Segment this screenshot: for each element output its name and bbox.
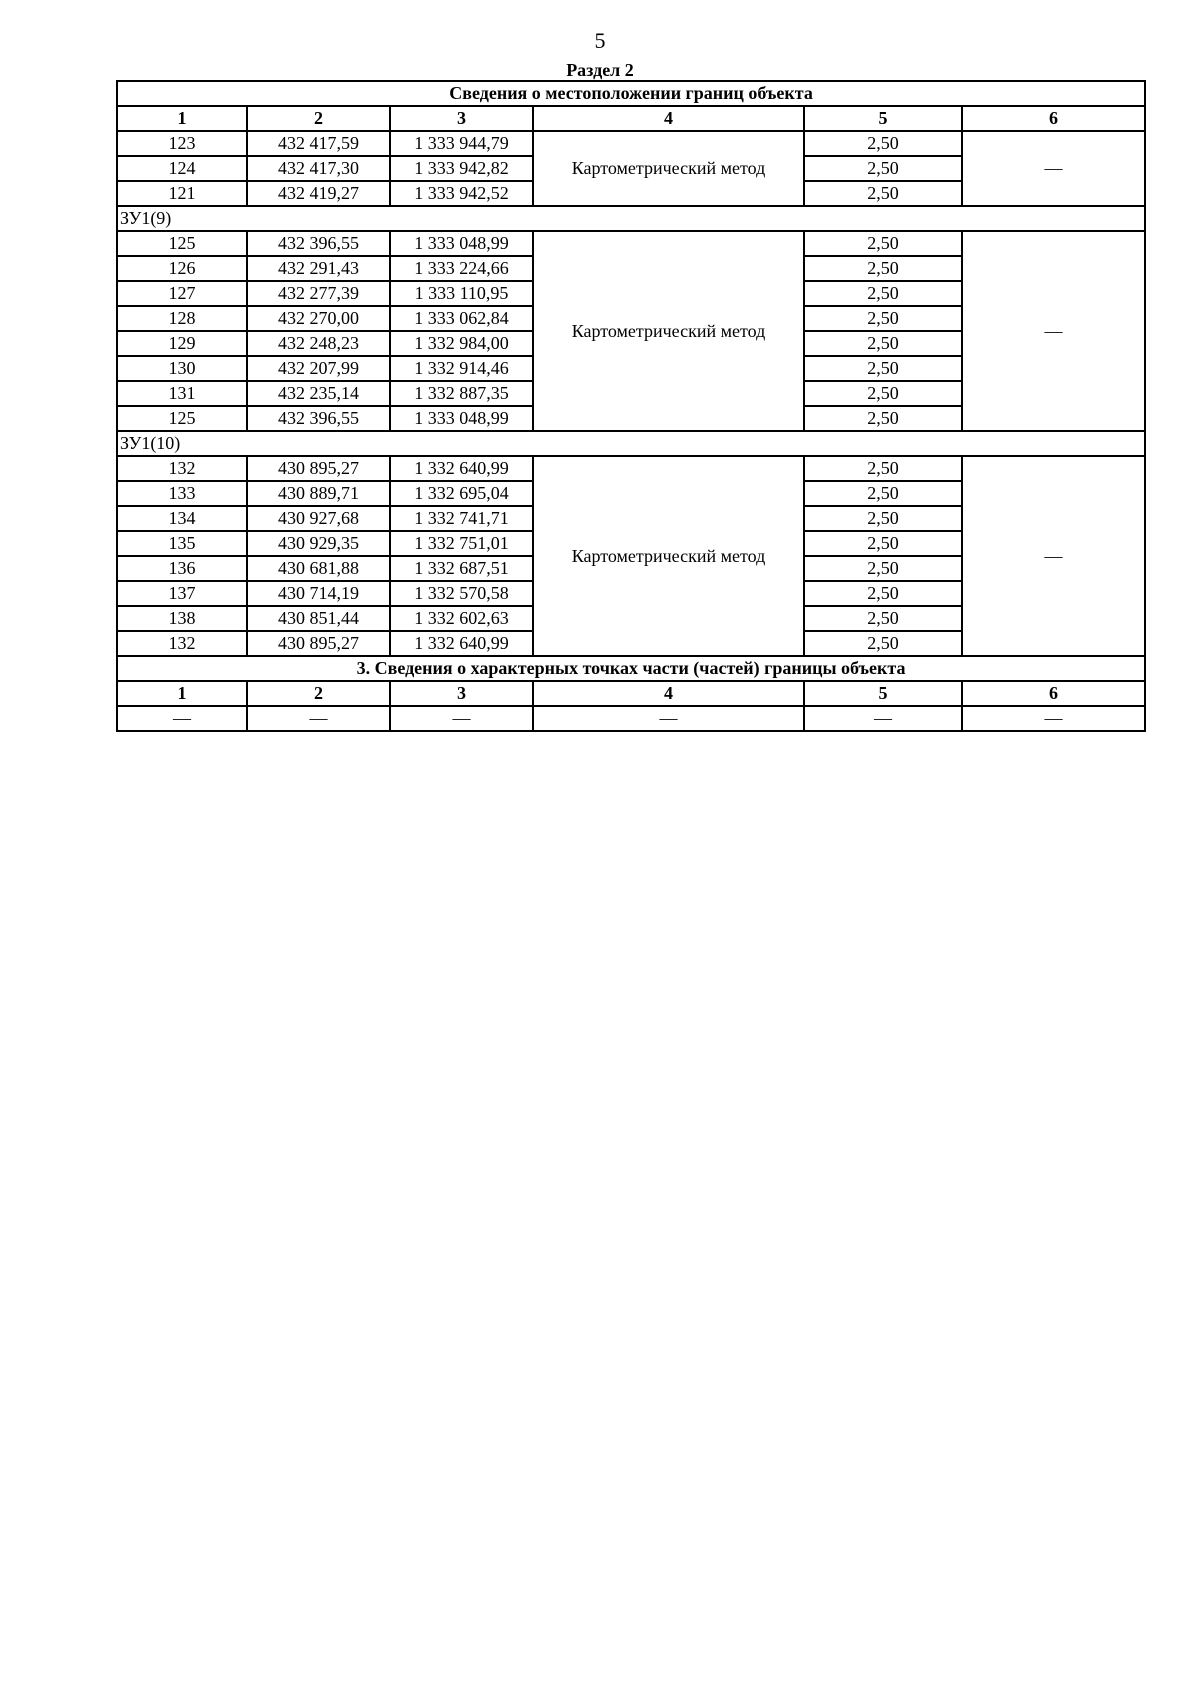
accuracy: 2,50 (804, 306, 962, 331)
accuracy: 2,50 (804, 256, 962, 281)
description-dash: — (962, 456, 1145, 656)
coord-x: 432 396,55 (247, 231, 390, 256)
accuracy: 2,50 (804, 631, 962, 656)
accuracy: 2,50 (804, 381, 962, 406)
accuracy: 2,50 (804, 406, 962, 431)
coord-y: 1 332 984,00 (390, 331, 533, 356)
point-number: 126 (117, 256, 247, 281)
coord-x: 430 681,88 (247, 556, 390, 581)
accuracy: 2,50 (804, 331, 962, 356)
coord-y: 1 332 914,46 (390, 356, 533, 381)
coord-y: 1 332 751,01 (390, 531, 533, 556)
accuracy: 2,50 (804, 481, 962, 506)
coord-x: 430 895,27 (247, 456, 390, 481)
table-row (117, 131, 1145, 156)
coord-x: 430 895,27 (247, 631, 390, 656)
group-label-row (117, 431, 1145, 456)
table-row (117, 456, 1145, 481)
coord-y: 1 332 687,51 (390, 556, 533, 581)
coord-x: 432 417,30 (247, 156, 390, 181)
group-label: ЗУ1(9) (117, 206, 1145, 231)
group-label-row (117, 206, 1145, 231)
coord-x: 432 277,39 (247, 281, 390, 306)
coord-y: 1 332 741,71 (390, 506, 533, 531)
point-number: 125 (117, 231, 247, 256)
column-header: 1 (117, 106, 247, 131)
coord-y: 1 333 048,99 (390, 231, 533, 256)
column-header: 5 (804, 106, 962, 131)
point-number: 134 (117, 506, 247, 531)
description-dash: — (962, 131, 1145, 206)
method-cell: Картометрический метод (533, 131, 804, 206)
accuracy: 2,50 (804, 581, 962, 606)
column-header: 3 (390, 681, 533, 706)
point-number: 132 (117, 456, 247, 481)
point-number: 128 (117, 306, 247, 331)
column-header: 5 (804, 681, 962, 706)
dash-cell: — (117, 706, 247, 731)
coord-y: 1 333 224,66 (390, 256, 533, 281)
description-dash: — (962, 231, 1145, 431)
accuracy: 2,50 (804, 506, 962, 531)
coord-y: 1 332 640,99 (390, 456, 533, 481)
accuracy: 2,50 (804, 356, 962, 381)
section-title: Раздел 2 (566, 60, 634, 80)
accuracy: 2,50 (804, 556, 962, 581)
coord-x: 432 396,55 (247, 406, 390, 431)
coord-y: 1 332 695,04 (390, 481, 533, 506)
point-number: 131 (117, 381, 247, 406)
coord-y: 1 332 640,99 (390, 631, 533, 656)
coord-x: 430 714,19 (247, 581, 390, 606)
boundary-table (116, 80, 1146, 732)
accuracy: 2,50 (804, 181, 962, 206)
coord-x: 430 889,71 (247, 481, 390, 506)
subsection3-header-row (117, 681, 1145, 706)
point-number: 129 (117, 331, 247, 356)
column-header: 4 (533, 681, 804, 706)
coord-x: 432 270,00 (247, 306, 390, 331)
accuracy: 2,50 (804, 281, 962, 306)
point-number: 130 (117, 356, 247, 381)
subsection3-title: 3. Сведения о характерных точках части (частей) границы объекта (117, 656, 1145, 681)
coord-x: 430 927,68 (247, 506, 390, 531)
dash-cell: — (804, 706, 962, 731)
accuracy: 2,50 (804, 531, 962, 556)
dash-cell: — (390, 706, 533, 731)
table-title: Сведения о местоположении границ объекта (117, 81, 1145, 106)
coord-y: 1 332 887,35 (390, 381, 533, 406)
coord-y: 1 333 048,99 (390, 406, 533, 431)
method-cell: Картометрический метод (533, 456, 804, 656)
point-number: 135 (117, 531, 247, 556)
group-label: ЗУ1(10) (117, 431, 1145, 456)
point-number: 125 (117, 406, 247, 431)
accuracy: 2,50 (804, 456, 962, 481)
point-number: 121 (117, 181, 247, 206)
column-header: 6 (962, 106, 1145, 131)
point-number: 127 (117, 281, 247, 306)
method-cell: Картометрический метод (533, 231, 804, 431)
point-number: 123 (117, 131, 247, 156)
coord-y: 1 332 570,58 (390, 581, 533, 606)
coord-y: 1 333 110,95 (390, 281, 533, 306)
subsection3-row (117, 706, 1145, 731)
coord-x: 432 248,23 (247, 331, 390, 356)
coord-y: 1 333 062,84 (390, 306, 533, 331)
coord-y: 1 333 944,79 (390, 131, 533, 156)
subsection3-caption-row (117, 656, 1145, 681)
coord-y: 1 333 942,52 (390, 181, 533, 206)
coord-x: 432 417,59 (247, 131, 390, 156)
coord-y: 1 333 942,82 (390, 156, 533, 181)
column-header: 3 (390, 106, 533, 131)
coord-x: 432 235,14 (247, 381, 390, 406)
point-number: 133 (117, 481, 247, 506)
coord-x: 430 851,44 (247, 606, 390, 631)
table-row (117, 231, 1145, 256)
point-number: 124 (117, 156, 247, 181)
accuracy: 2,50 (804, 606, 962, 631)
column-header: 1 (117, 681, 247, 706)
point-number: 137 (117, 581, 247, 606)
column-header: 6 (962, 681, 1145, 706)
column-header: 2 (247, 106, 390, 131)
coord-x: 430 929,35 (247, 531, 390, 556)
accuracy: 2,50 (804, 131, 962, 156)
coord-x: 432 419,27 (247, 181, 390, 206)
column-header-row (117, 106, 1145, 131)
point-number: 136 (117, 556, 247, 581)
point-number: 138 (117, 606, 247, 631)
page-number: 5 (594, 28, 606, 53)
column-header: 4 (533, 106, 804, 131)
coord-x: 432 207,99 (247, 356, 390, 381)
coord-y: 1 332 602,63 (390, 606, 533, 631)
column-header: 2 (247, 681, 390, 706)
dash-cell: — (247, 706, 390, 731)
dash-cell: — (533, 706, 804, 731)
boundary-table-body (117, 81, 1145, 731)
accuracy: 2,50 (804, 231, 962, 256)
table-caption-row (117, 81, 1145, 106)
dash-cell: — (962, 706, 1145, 731)
accuracy: 2,50 (804, 156, 962, 181)
coord-x: 432 291,43 (247, 256, 390, 281)
point-number: 132 (117, 631, 247, 656)
